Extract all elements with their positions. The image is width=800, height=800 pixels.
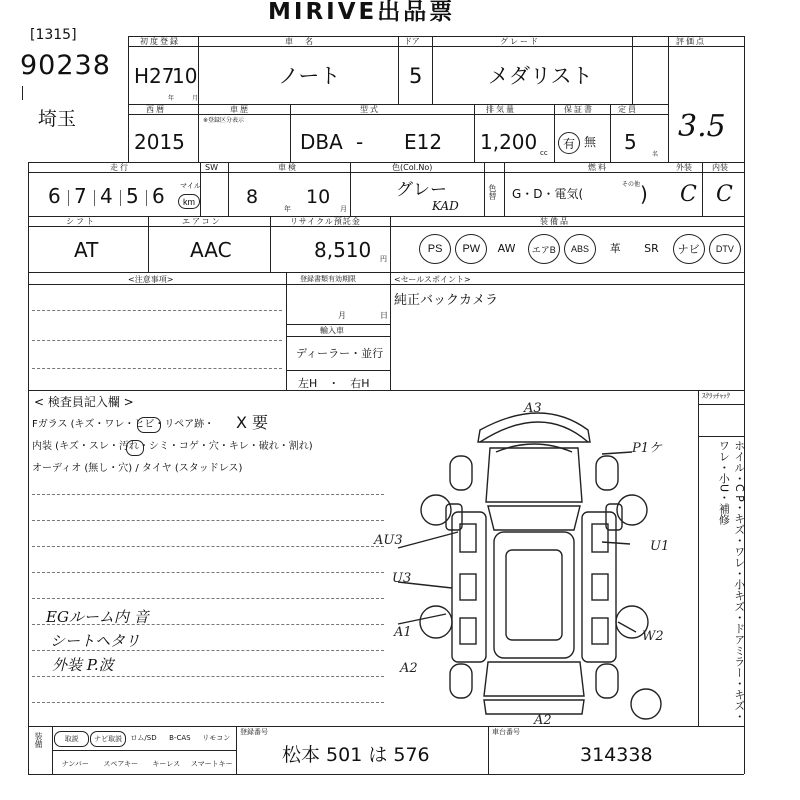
mileage-digit: 6: [48, 184, 61, 208]
mileage-label: 走行: [110, 163, 130, 172]
western-year-label: 西暦: [146, 105, 166, 114]
mileage-digit: 7: [74, 184, 87, 208]
mark-front: A3: [524, 401, 542, 416]
year-unit: 年: [168, 95, 175, 102]
interior-line: 内装 (キズ・スレ・汚れ・シミ・コゲ・穴・キレ・破れ・割れ): [32, 441, 313, 452]
warranty-no: 無: [584, 135, 597, 149]
warranty-yes-mark: [558, 132, 580, 154]
fuel-other: その他: [622, 181, 641, 188]
inspection-month: 10: [306, 186, 331, 208]
sales-label: <セールスポイント>: [394, 275, 471, 284]
legend-label: ｽｸﾗｯﾁｬｯｸ: [702, 392, 730, 400]
mileage-digit: 6: [152, 184, 165, 208]
option-4: エアB: [528, 234, 560, 264]
capacity: 5: [624, 130, 637, 154]
color-label: 色(Col.No): [392, 163, 433, 172]
glass-circle: [137, 417, 161, 433]
inspector-lines: [32, 482, 392, 722]
recycle-label: リサイクル預託金: [290, 217, 361, 226]
mark-right-rear: W2: [642, 629, 664, 644]
swap-label: SW: [205, 163, 218, 172]
chassis-label: 車台番号: [492, 728, 520, 736]
displacement-label: 排気量: [486, 105, 516, 114]
audio-line: オーディオ (無し・穴) / タイヤ (スタッドレス): [32, 463, 243, 474]
lot-region: 埼玉: [38, 108, 77, 130]
reg-deadline-label: 登録書類有効期限: [300, 275, 356, 283]
mark-left-rear: A1: [394, 625, 412, 640]
mark-left-mid: U3: [392, 571, 412, 586]
ac-label: エアコン: [182, 217, 222, 226]
option-9: DTV: [709, 234, 741, 264]
footer-item-3: キーレス: [152, 759, 181, 768]
inspection-label: 車検: [278, 163, 298, 172]
option-1: PS: [419, 234, 451, 264]
mark-rear-left: A2: [400, 661, 418, 676]
option-7: SR: [644, 241, 659, 255]
history-label: 車歴: [230, 105, 250, 114]
sales-point: 純正バックカメラ: [394, 293, 499, 308]
color-code: KAD: [432, 199, 459, 213]
caution-label: <注意事項>: [128, 275, 174, 284]
mark-rear: A2: [534, 713, 552, 728]
mileage-digit: 4: [100, 184, 113, 208]
legend-text: ホイル・C P・キズ・ワレ・小キズ・ドアミラー・キズ・ワレ・小U・補修: [717, 440, 746, 722]
doors: 5: [409, 64, 423, 88]
name-label: 車 名: [285, 37, 315, 46]
footer-items-row1: [54, 730, 236, 748]
plate-label: 登録番号: [240, 728, 268, 736]
history-note: ※登録区分表示: [203, 117, 245, 124]
footer-item-2: スペアキー: [103, 759, 139, 768]
model-code: E12: [404, 130, 443, 154]
reg-year-label: 初度登録: [140, 37, 180, 46]
fuel-close: ): [640, 182, 648, 206]
displacement: 1,200: [480, 130, 538, 154]
hand-note-3: 外装 P.波: [52, 656, 114, 674]
warranty-yes: 有: [562, 136, 575, 151]
reg-year: H27: [134, 64, 175, 88]
int-label: 内装: [712, 163, 728, 172]
footer-item-1: ナンバー: [61, 759, 89, 768]
score-label: 評価点: [676, 37, 706, 46]
footer-item-1: 取説: [54, 731, 89, 747]
inspection-month-unit: 月: [340, 205, 347, 213]
steering-option: 左H ・ 右H: [298, 377, 370, 390]
western-year: 2015: [134, 130, 185, 154]
deadline-day: 日: [380, 311, 388, 320]
option-8: ナビ: [673, 234, 705, 264]
mileage-unit-km: km: [183, 196, 195, 207]
option-3: AW: [497, 241, 516, 255]
lot-number: 90238: [20, 50, 111, 81]
lot-code: [1315]: [30, 27, 77, 43]
grade: メダリスト: [488, 64, 593, 88]
fuel-label: 燃料: [588, 163, 608, 172]
plate: 松本 501 は 576: [282, 744, 430, 766]
mark-left-front: AU3: [374, 533, 403, 548]
footer-item-3: ロム/SD: [130, 733, 157, 742]
mark-right-mid: U1: [650, 539, 670, 554]
vehicle-name: ノート: [278, 64, 341, 88]
warranty-label: 保証書: [564, 105, 594, 114]
int-grade: C: [716, 182, 733, 207]
option-5: ABS: [564, 234, 596, 264]
footer-side-label: 装備: [34, 732, 43, 748]
month-unit: 月: [192, 95, 199, 102]
dealer-option: ディーラー・並行: [296, 347, 384, 360]
option-2: PW: [455, 234, 487, 264]
interior-circle: [126, 440, 144, 456]
footer-item-5: リモコン: [202, 733, 231, 742]
shift-label: シフト: [66, 217, 96, 226]
displacement-unit: cc: [540, 149, 548, 157]
ext-label: 外装: [676, 163, 692, 172]
footer-item-2: ナビ取説: [90, 731, 125, 747]
hand-note-2: シートヘタリ: [50, 632, 141, 650]
grade-label: グレード: [500, 37, 540, 46]
ext-grade: C: [680, 182, 697, 207]
footer-items-row2: [54, 756, 236, 774]
score: 3.5: [678, 109, 726, 144]
glass-mark: X 要: [236, 413, 269, 432]
mark-front-right: P1ケ: [632, 441, 663, 456]
mileage-unit-km-mark: [178, 194, 200, 209]
hand-note-1: EGルーム内 音: [46, 608, 149, 626]
capacity-label: 定員: [618, 105, 638, 114]
color: グレー: [396, 180, 447, 200]
footer-item-4: B-CAS: [169, 733, 191, 742]
import-label: 輸入車: [320, 326, 344, 335]
model-prefix: DBA: [300, 130, 343, 154]
doors-label: ドア: [404, 37, 420, 46]
options-label: 装備品: [540, 217, 570, 226]
color-side: 色替: [488, 184, 497, 200]
inspector-title: < 検査員記入欄 >: [34, 395, 134, 409]
inspection-year: 8: [246, 186, 259, 208]
capacity-unit: 名: [652, 151, 659, 158]
shift: AT: [74, 238, 99, 262]
mileage-unit-mile: マイル: [180, 182, 201, 190]
chassis: 314338: [580, 744, 653, 766]
deadline-month: 月: [338, 311, 346, 320]
mileage-digits: [48, 184, 178, 210]
recycle: 8,510: [314, 238, 372, 262]
car-damage-diagram: [374, 392, 698, 728]
option-6: 革: [609, 241, 621, 255]
footer-item-4: スマートキー: [190, 759, 233, 768]
model-label: 型式: [360, 105, 380, 114]
fuel: G・D・電気(: [512, 187, 584, 201]
inspection-year-unit: 年: [284, 205, 291, 213]
reg-month: 10: [172, 64, 198, 88]
mileage-digit: 5: [126, 184, 139, 208]
sheet-title: MIRIVE出品票: [268, 0, 456, 25]
options-row: [418, 232, 744, 266]
ac: AAC: [190, 238, 232, 262]
glass-line: Fガラス (キズ・ワレ・ヒビ・リペア跡・: [32, 419, 215, 430]
lot-tick: [22, 86, 23, 100]
recycle-yen: 円: [380, 255, 387, 263]
model-dash: -: [356, 130, 364, 154]
